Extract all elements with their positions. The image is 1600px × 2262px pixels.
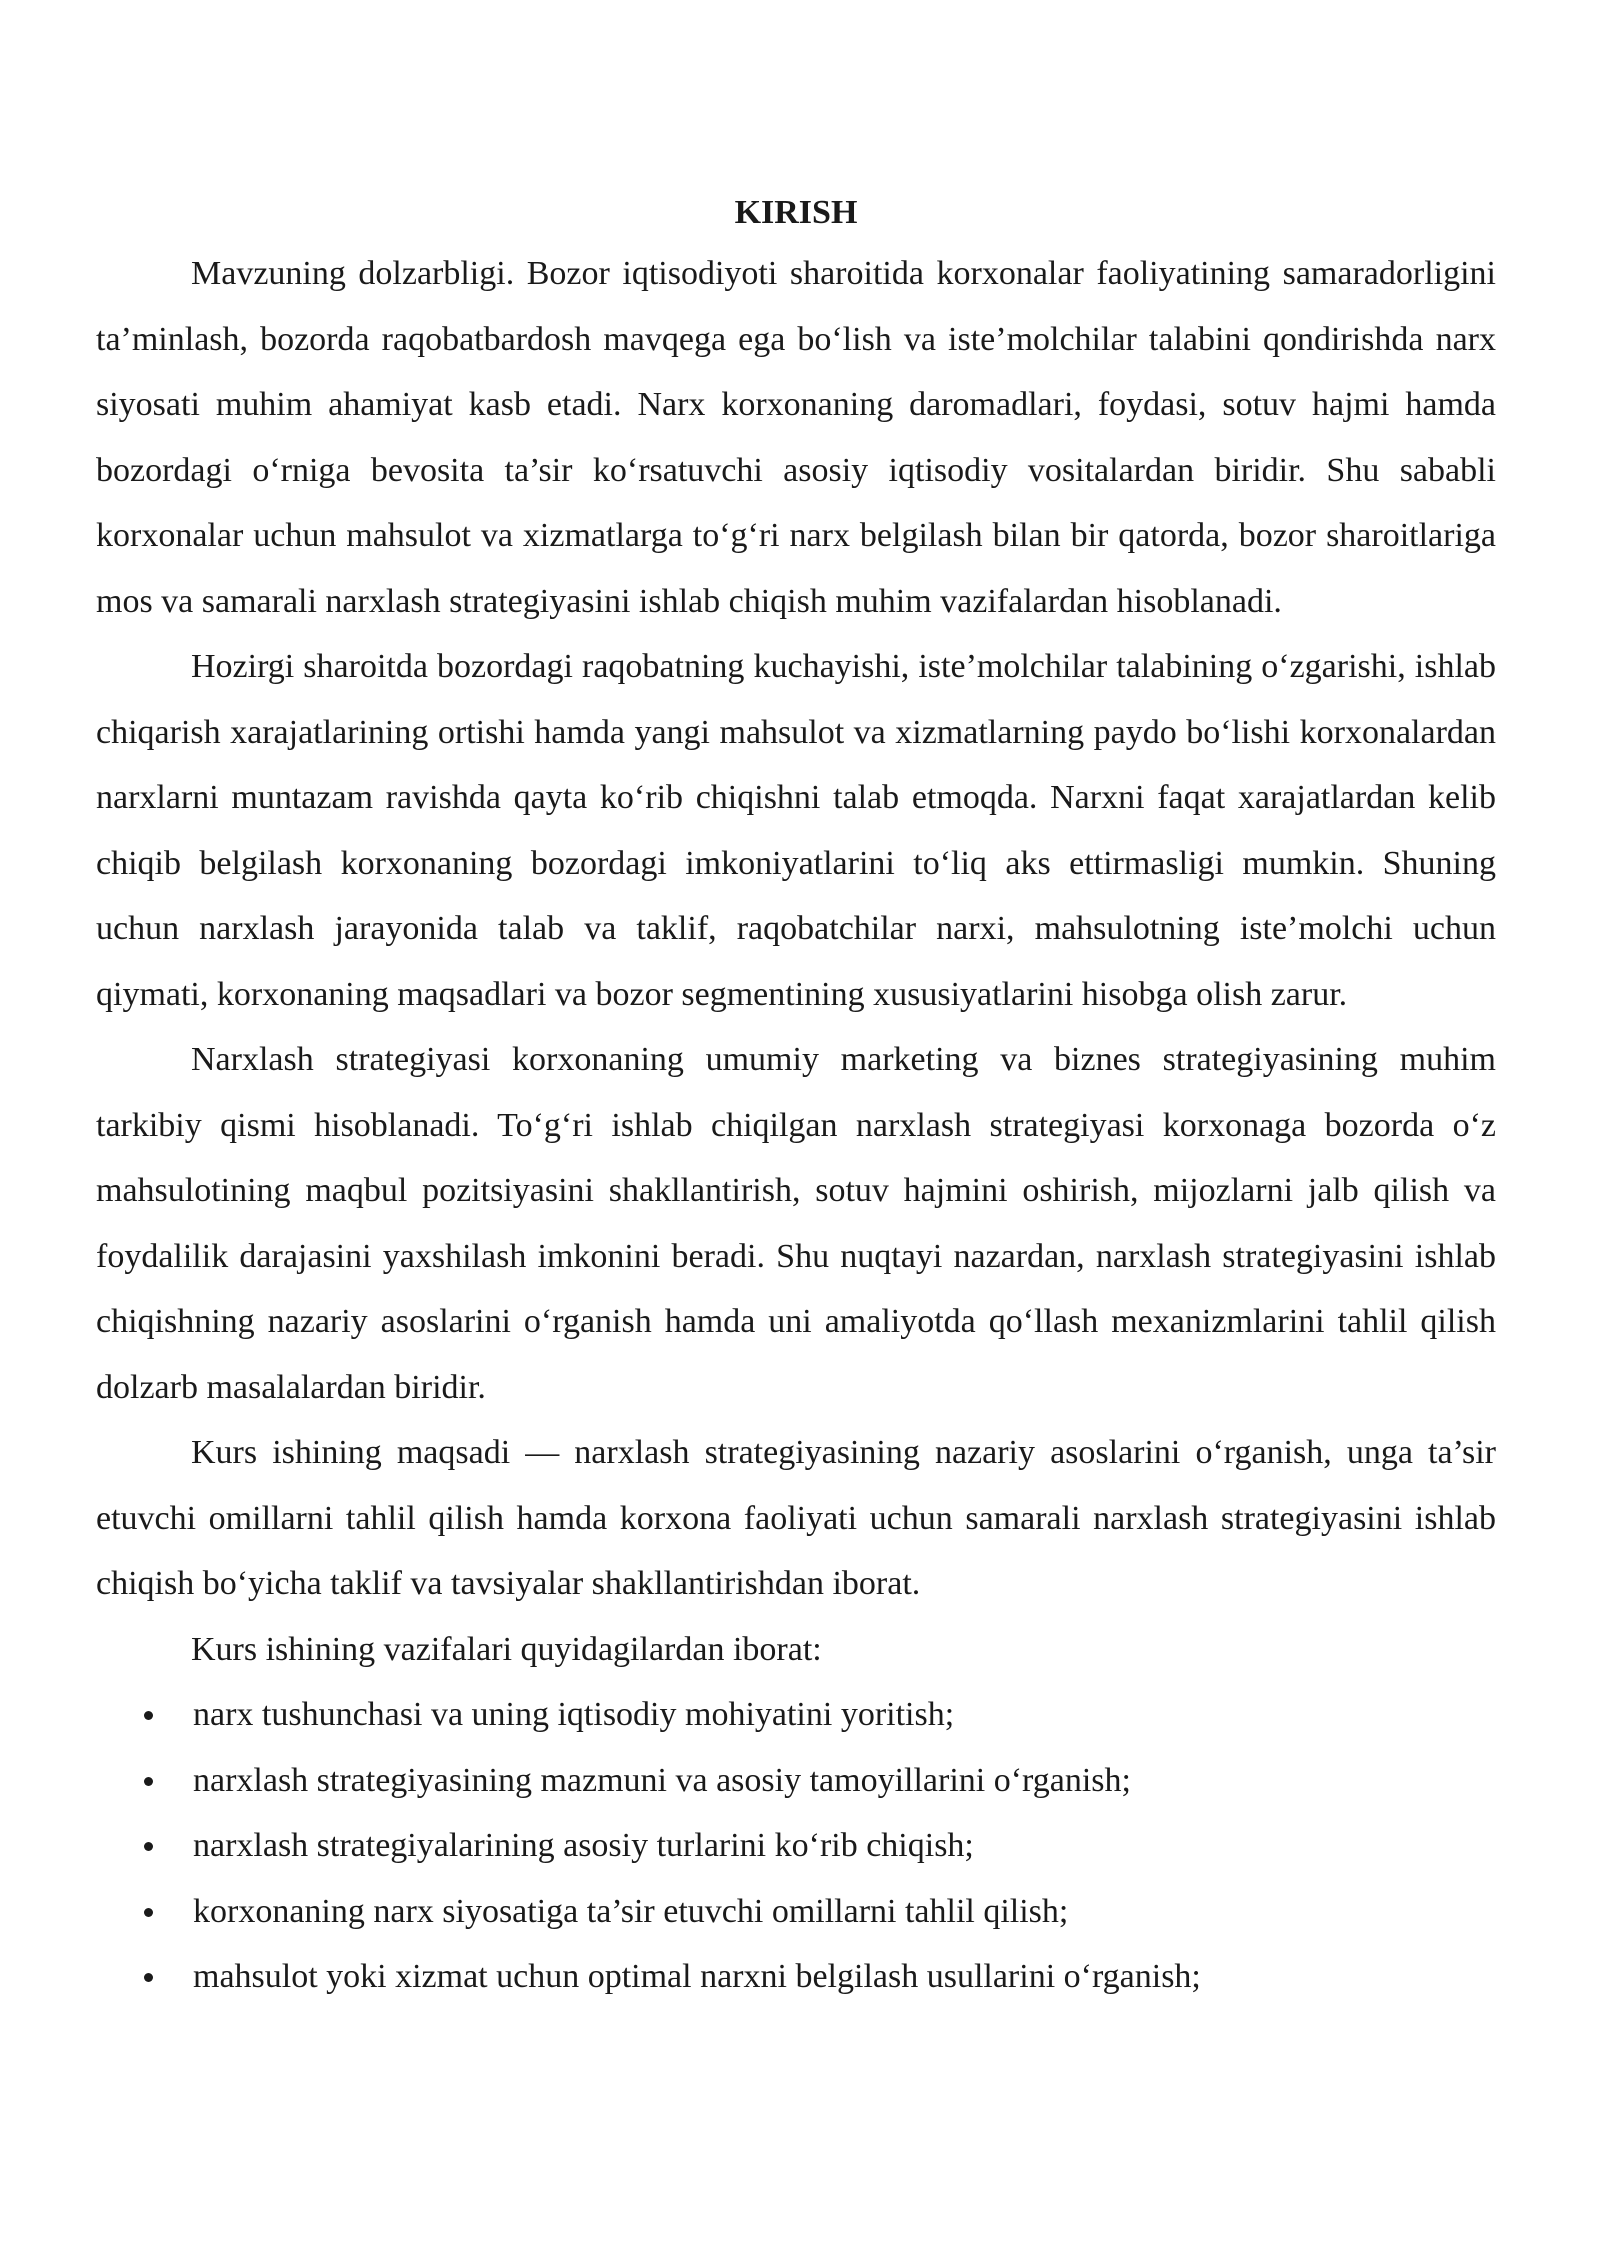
paragraph-current-conditions: Hozirgi sharoitda bozordagi raqobatning kuchayishi, iste’molchilar talabining o‘zgarishi, ishlab chiqarish xarajatlarining ortishi hamda yangi mahsulot va xizmatlarning paydo bo‘lishi korxonalardan narxlarni muntazam ravishda qayta ko‘rib chiqishni talab etmoqda. Narxni faqat xarajatlardan kelib chiqib belgilash korxonaning bozordagi imkoniyatlarini to‘liq aks ettirmasligi mumkin. Shuning uchun narxlash jarayonida talab va taklif, raqobatchilar narxi, mahsulotning iste’molchi uchun qiymati, korxonaning maqsadlari va bozor segmentining xususiyatlarini hisobga olish zarur. <box>96 648 1496 1013</box>
page-title: KIRISH <box>734 194 858 231</box>
tasks-list <box>96 1682 1496 2010</box>
paragraph-pricing-strategy: Narxlash strategiyasi korxonaning umumiy marketing va biznes strategiyasining muhim tarkibiy qismi hisoblanadi. To‘g‘ri ishlab chiqilgan narxlash strategiyasi korxonaga bozorda o‘z mahsulotining maqbul pozitsiyasini shakllantirish, sotuv hajmini oshirish, mijozlarni jalb qilish va foydalilik darajasini yaxshilash imkonini beradi. Shu nuqtayi nazardan, narxlash strategiyasini ishlab chiqishning nazariy asoslarini o‘rganish hamda uni amaliyotda qo‘llash mexanizmlarini tahlil qilish dolzarb masalalardan biridir. <box>96 1041 1496 1406</box>
list-item-text: narxlash strategiyasining mazmuni va asosiy tamoyillarini o‘rganish; <box>193 1761 1131 1799</box>
list-item <box>96 1748 1496 1814</box>
tasks-intro: Kurs ishining vazifalari quyidagilardan iborat: <box>191 1630 822 1668</box>
bullet-icon <box>144 1711 153 1720</box>
list-item <box>96 1813 1496 1879</box>
list-item-text: narx tushunchasi va uning iqtisodiy mohiyatini yoritish; <box>193 1696 955 1733</box>
bullet-icon <box>144 1842 153 1851</box>
list-item-text: mahsulot yoki xizmat uchun optimal narxni belgilash usullarini o‘rganish; <box>193 1958 1201 1995</box>
paragraph-relevance: Mavzuning dolzarbligi. Bozor iqtisodiyoti sharoitida korxonalar faoliyatining samaradorligini ta’minlash, bozorda raqobatbardosh mavqega ega bo‘lish va iste’molchilar talabini qondirishda narx siyosati muhim ahamiyat kasb etadi. Narx korxonaning daromadlari, foydasi, sotuv hajmi hamda bozordagi o‘rniga bevosita ta’sir ko‘rsatuvchi asosiy iqtisodiy vositalardan biridir. Shu sababli korxonalar uchun mahsulot va xizmatlarga to‘g‘ri narx belgilash bilan bir qatorda, bozor sharoitlariga mos va samarali narxlash strategiyasini ishlab chiqish muhim vazifalardan hisoblanadi. <box>96 255 1496 620</box>
bullet-icon <box>144 1908 153 1917</box>
document-page <box>96 188 1496 2010</box>
list-item <box>96 1682 1496 1748</box>
list-item <box>96 1879 1496 1945</box>
list-item <box>96 1944 1496 2010</box>
list-item-text: korxonaning narx siyosatiga ta’sir etuvchi omillarni tahlil qilish; <box>193 1892 1069 1930</box>
paragraph-course-goal: Kurs ishining maqsadi — narxlash strategiyasining nazariy asoslarini o‘rganish, unga ta’sir etuvchi omillarni tahlil qilish hamda korxona faoliyati uchun samarali narxlash strategiyasini ishlab chiqish bo‘yicha taklif va tavsiyalar shakllantirishdan iborat. <box>96 1434 1496 1602</box>
bullet-icon <box>144 1973 153 1982</box>
list-item-text: narxlash strategiyalarining asosiy turlarini ko‘rib chiqish; <box>193 1827 974 1864</box>
bullet-icon <box>144 1777 153 1786</box>
